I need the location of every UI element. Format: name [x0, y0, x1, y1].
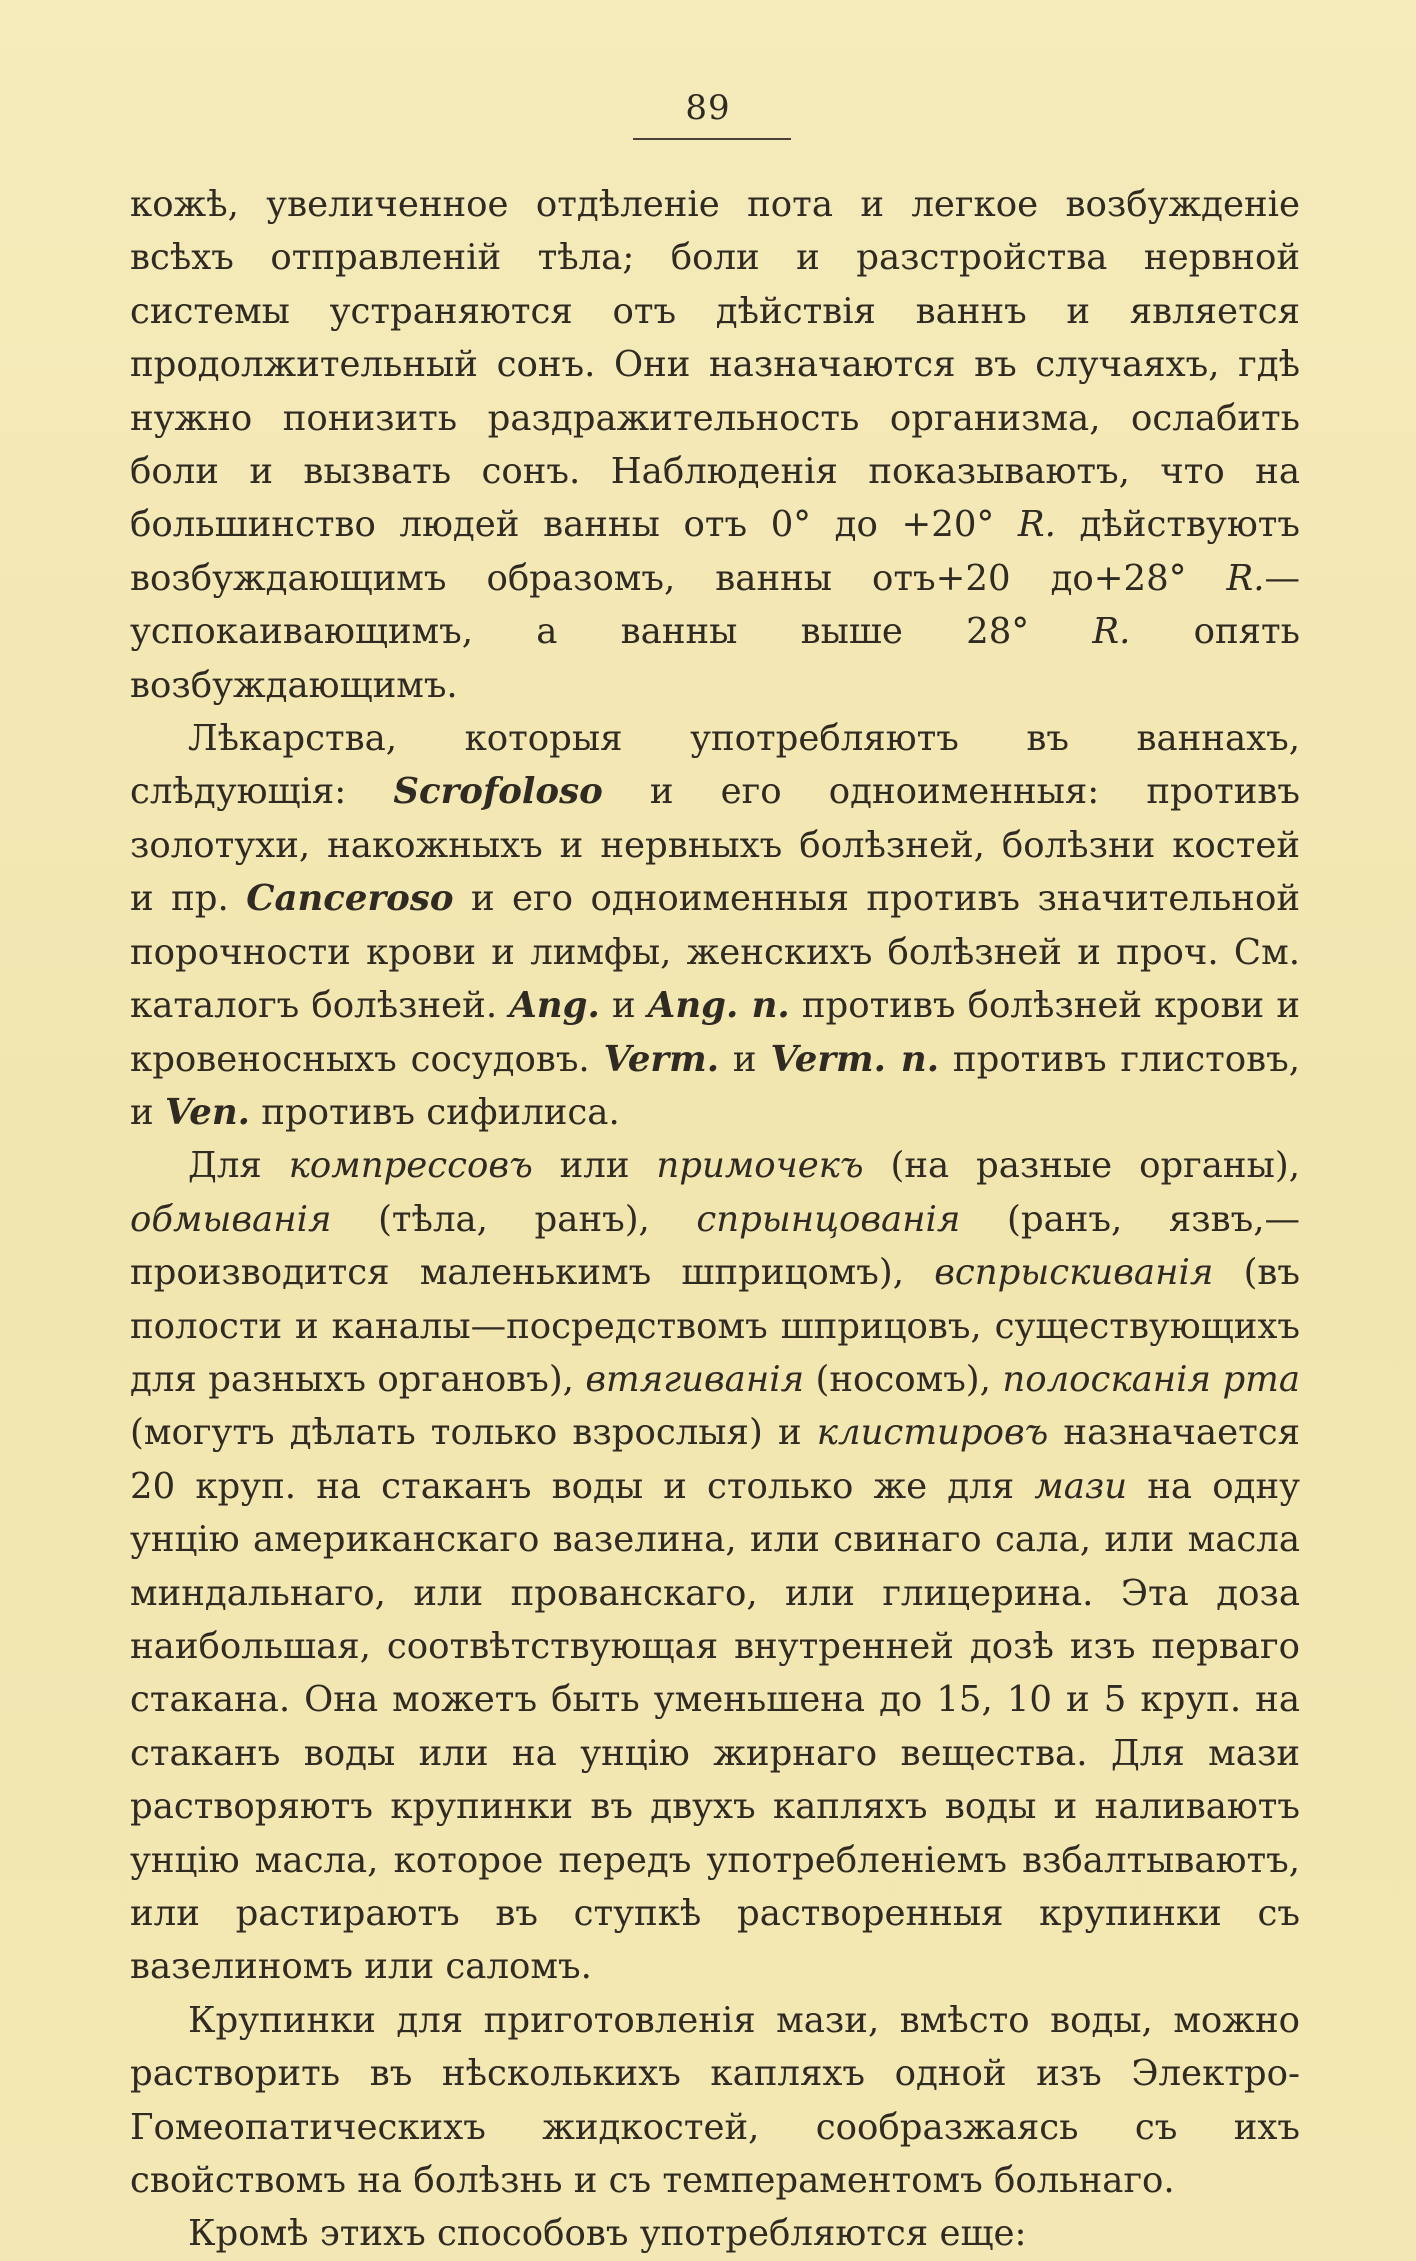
text-run: и [599, 985, 648, 1027]
italic-text: R. [1017, 504, 1056, 546]
paragraph [130, 178, 1300, 712]
text-run: Крупинки для приготовленія мази, вмѣсто воды, можно растворить въ нѣсколькихъ капляхъ одной изъ Электро-Гомеопатическихъ жидкостей, сообразжаясь съ ихъ свойствомъ на болѣзнь и съ темпераментомъ больнаго. [130, 1999, 1300, 2202]
italic-text: клистировъ [816, 1412, 1049, 1454]
text-run: —успокаивающимъ, а ванны выше 28° [130, 557, 1300, 653]
text-run: опять возбуждающимъ. [130, 611, 1301, 706]
text-run: (въ полости и каналы—посредствомъ шприцовъ, существующихъ для разныхъ органовъ), [130, 1252, 1300, 1400]
text-run: Кромѣ этихъ способовъ употребляются еще: [188, 2213, 1027, 2255]
text-run: и [719, 1038, 771, 1080]
italic-text: R. [1092, 611, 1131, 653]
remedy-name: Verm. [603, 1038, 720, 1080]
text-run: (ранъ, язвъ,—производится маленькимъ шприцомъ), [130, 1198, 1300, 1294]
body-text [130, 178, 1300, 2261]
text-run: (могутъ дѣлать только взрослыя) и [130, 1412, 817, 1454]
page-header [0, 88, 1416, 128]
remedy-name: Ang. n. [647, 985, 790, 1027]
text-run: или [532, 1145, 657, 1187]
remedy-name: Ven. [164, 1091, 250, 1133]
remedy-name: Ang. [509, 985, 600, 1027]
paragraph [130, 2207, 1300, 2260]
italic-text: примочекъ [656, 1145, 864, 1187]
text-run: (тѣла, ранъ), [331, 1198, 697, 1240]
paragraph [130, 1139, 1300, 1994]
italic-text: R. [1226, 557, 1265, 599]
text-run: противъ глистовъ, и [130, 1038, 1300, 1133]
text-run: назначается 20 круп. на стаканъ воды и столько же для [130, 1412, 1300, 1507]
paragraph [130, 1994, 1300, 2208]
italic-text: спрынцованія [696, 1198, 961, 1240]
text-run: (носомъ), [804, 1358, 1003, 1400]
text-run: и его одноименныя: противъ золотухи, накожныхъ и нервныхъ болѣзней, болѣзни костей и пр. [130, 771, 1301, 920]
italic-text: вспрыскиванія [934, 1252, 1214, 1294]
text-run: на одну унцію американскаго вазелина, или свинаго сала, или масла миндальнаго, или прованскаго, или глицерина. Эта доза наибольшая, соотвѣтствующая внутренней дозѣ изъ перваго стакана. Она можетъ быть уменьшена до 15, 10 и 5 круп. на стаканъ воды или на унцію жирнаго вещества. Для мази растворяютъ крупинки въ двухъ капляхъ воды и наливаютъ унцію масла, которое передъ употребленіемъ взбалтываютъ, или растираютъ въ ступкѣ растворенныя крупинки съ вазелиномъ или саломъ. [130, 1465, 1300, 1988]
italic-text: полосканія рта [1002, 1358, 1300, 1400]
text-run: противъ болѣзней крови и кровеносныхъ сосудовъ. [130, 985, 1300, 1080]
paragraph [130, 712, 1300, 1139]
italic-text: втягиванія [585, 1358, 805, 1400]
italic-text: обмыванія [130, 1198, 332, 1240]
text-run: дѣйствуютъ возбуждающимъ образомъ, ванны отъ+20 до+28° [130, 504, 1300, 599]
text-run: Для [188, 1145, 289, 1187]
text-run: Лѣкарства, которыя употребляютъ въ ваннахъ, слѣдующія: [130, 718, 1300, 813]
text-run: и его одноименныя противъ значительной порочности крови и лимфы, женскихъ болѣзней и проч. См. каталогъ болѣзней. [130, 878, 1300, 1027]
header-rule [633, 138, 791, 140]
remedy-name: Verm. n. [770, 1038, 940, 1080]
italic-text: компрессовъ [288, 1145, 533, 1187]
page-number: 89 [685, 88, 731, 128]
text-run: кожѣ, увеличенное отдѣленіе пота и легкое возбужденіе всѣхъ отправленій тѣла; боли и разстройства нервной системы устраняются отъ дѣйствія ваннъ и является продолжительный сонъ. Они назначаются въ случаяхъ, гдѣ нужно понизить раздражительность организма, ослабить боли и вызвать сонъ. Наблюденія показываютъ, что на большинство людей ванны отъ 0° до +20° [130, 184, 1300, 546]
remedy-name: Canceroso [246, 878, 454, 920]
italic-text: мази [1034, 1465, 1128, 1507]
text-run: (на разные органы), [863, 1145, 1300, 1187]
remedy-name: Scrofoloso [393, 771, 603, 813]
text-run: противъ сифилиса. [250, 1091, 620, 1133]
